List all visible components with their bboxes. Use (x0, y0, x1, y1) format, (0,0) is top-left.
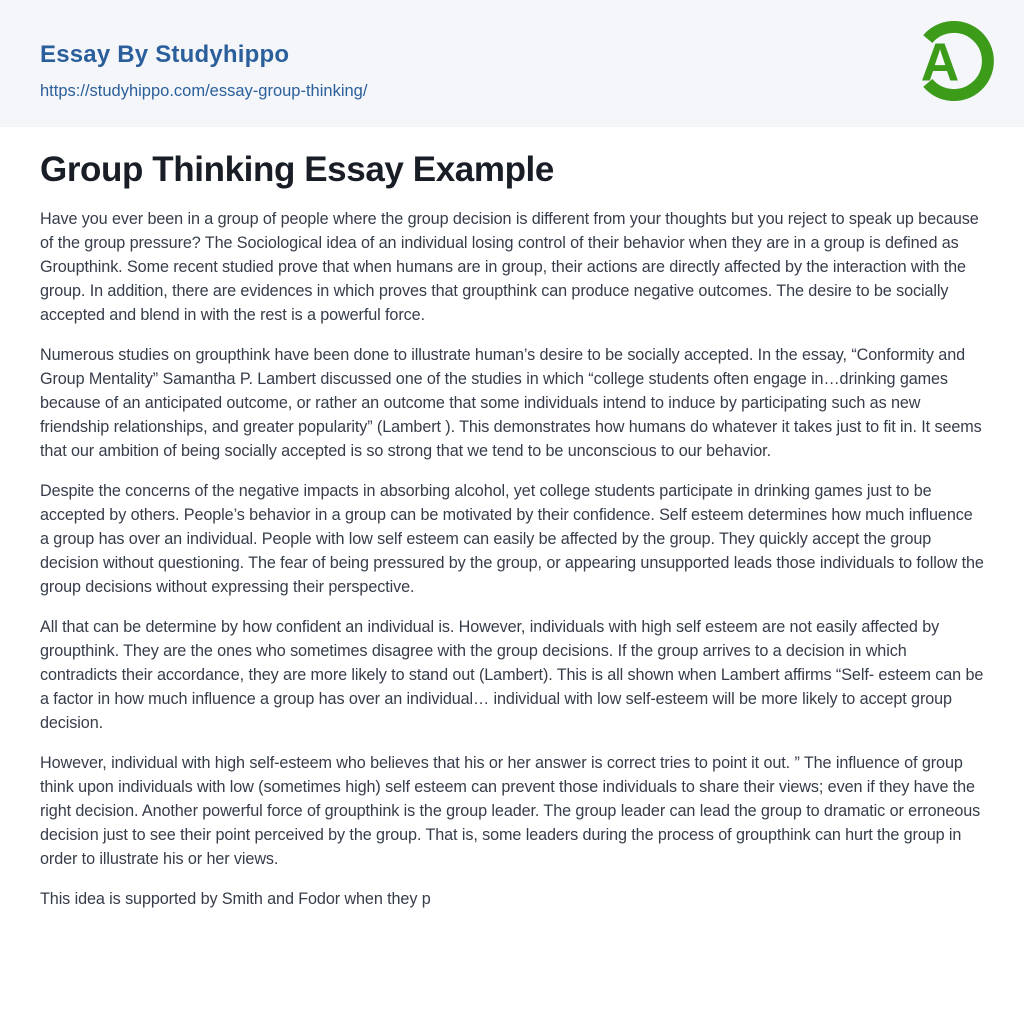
essay-paragraph: Numerous studies on groupthink have been done to illustrate human’s desire to be socially accepted. In the essay, “Conformity and Group Mentality” Samantha P. Lambert discussed one of the studies in which “college students often engage in…drinking games because of an anticipated outcome, or rather an outcome that some individuals intend to induce by participating such as new friendship relationships, and greater popularity” (Lambert ). This demonstrates how humans do whatever it takes just to fit in. It seems that our ambition of being socially accepted is so strong that we tend to be unconscious to our behavior. (40, 346, 982, 461)
essay-article (0, 150, 1024, 911)
essay-paragraph: This idea is supported by Smith and Fodor when they p (40, 890, 431, 909)
essay-paragraph: All that can be determine by how confident an individual is. However, individuals with high self esteem are not easily affected by groupthink. They are the ones who sometimes disagree with the group decisions. If the group arrives to a decision in which contradicts their accordance, they are more likely to stand out (Lambert). This is all shown when Lambert affirms “Self- esteem can be a factor in how much influence a group has over an individual… individual with low self-esteem will be more likely to accept group decision. (40, 618, 984, 733)
essay-paragraph: However, individual with high self-esteem who believes that his or her answer is correct tries to point it out. ” The influence of group think upon individuals with low (sometimes high) self esteem can prevent those individuals to share their views; even if they have the right decision. Another powerful force of groupthink is the group leader. The group leader can lead the group to dramatic or erroneous decision just to see their point perceived by the group. That is, some leaders during the process of groupthink can hurt the group in order to illustrate his or her views. (40, 754, 981, 869)
logo-letter: A (920, 33, 960, 93)
studyhippo-logo (906, 15, 998, 107)
essay-body (40, 207, 984, 911)
page-title: Group Thinking Essay Example (40, 150, 554, 189)
page-header (0, 0, 1024, 127)
source-url-link[interactable]: https://studyhippo.com/essay-group-thinking/ (40, 82, 368, 101)
essay-paragraph: Have you ever been in a group of people where the group decision is different from your thoughts but you reject to speak up because of the group pressure? The Sociological idea of an individual losing control of their behavior when they are in a group is defined as Groupthink. Some recent studied prove that when humans are in group, their actions are directly affected by the interaction with the group. In addition, there are evidences in which proves that groupthink can produce negative outcomes. The desire to be socially accepted and blend in with the rest is a powerful force. (40, 210, 979, 325)
brand-title: Essay By Studyhippo (40, 41, 290, 68)
essay-paragraph: Despite the concerns of the negative impacts in absorbing alcohol, yet college students participate in drinking games just to be accepted by others. People’s behavior in a group can be motivated by their confidence. Self esteem determines how much influence a group has over an individual. People with low self esteem can easily be affected by the group. They quickly accept the group decision without questioning. The fear of being pressured by the group, or appearing unsupported leads those individuals to follow the group decisions without expressing their perspective. (40, 482, 984, 597)
